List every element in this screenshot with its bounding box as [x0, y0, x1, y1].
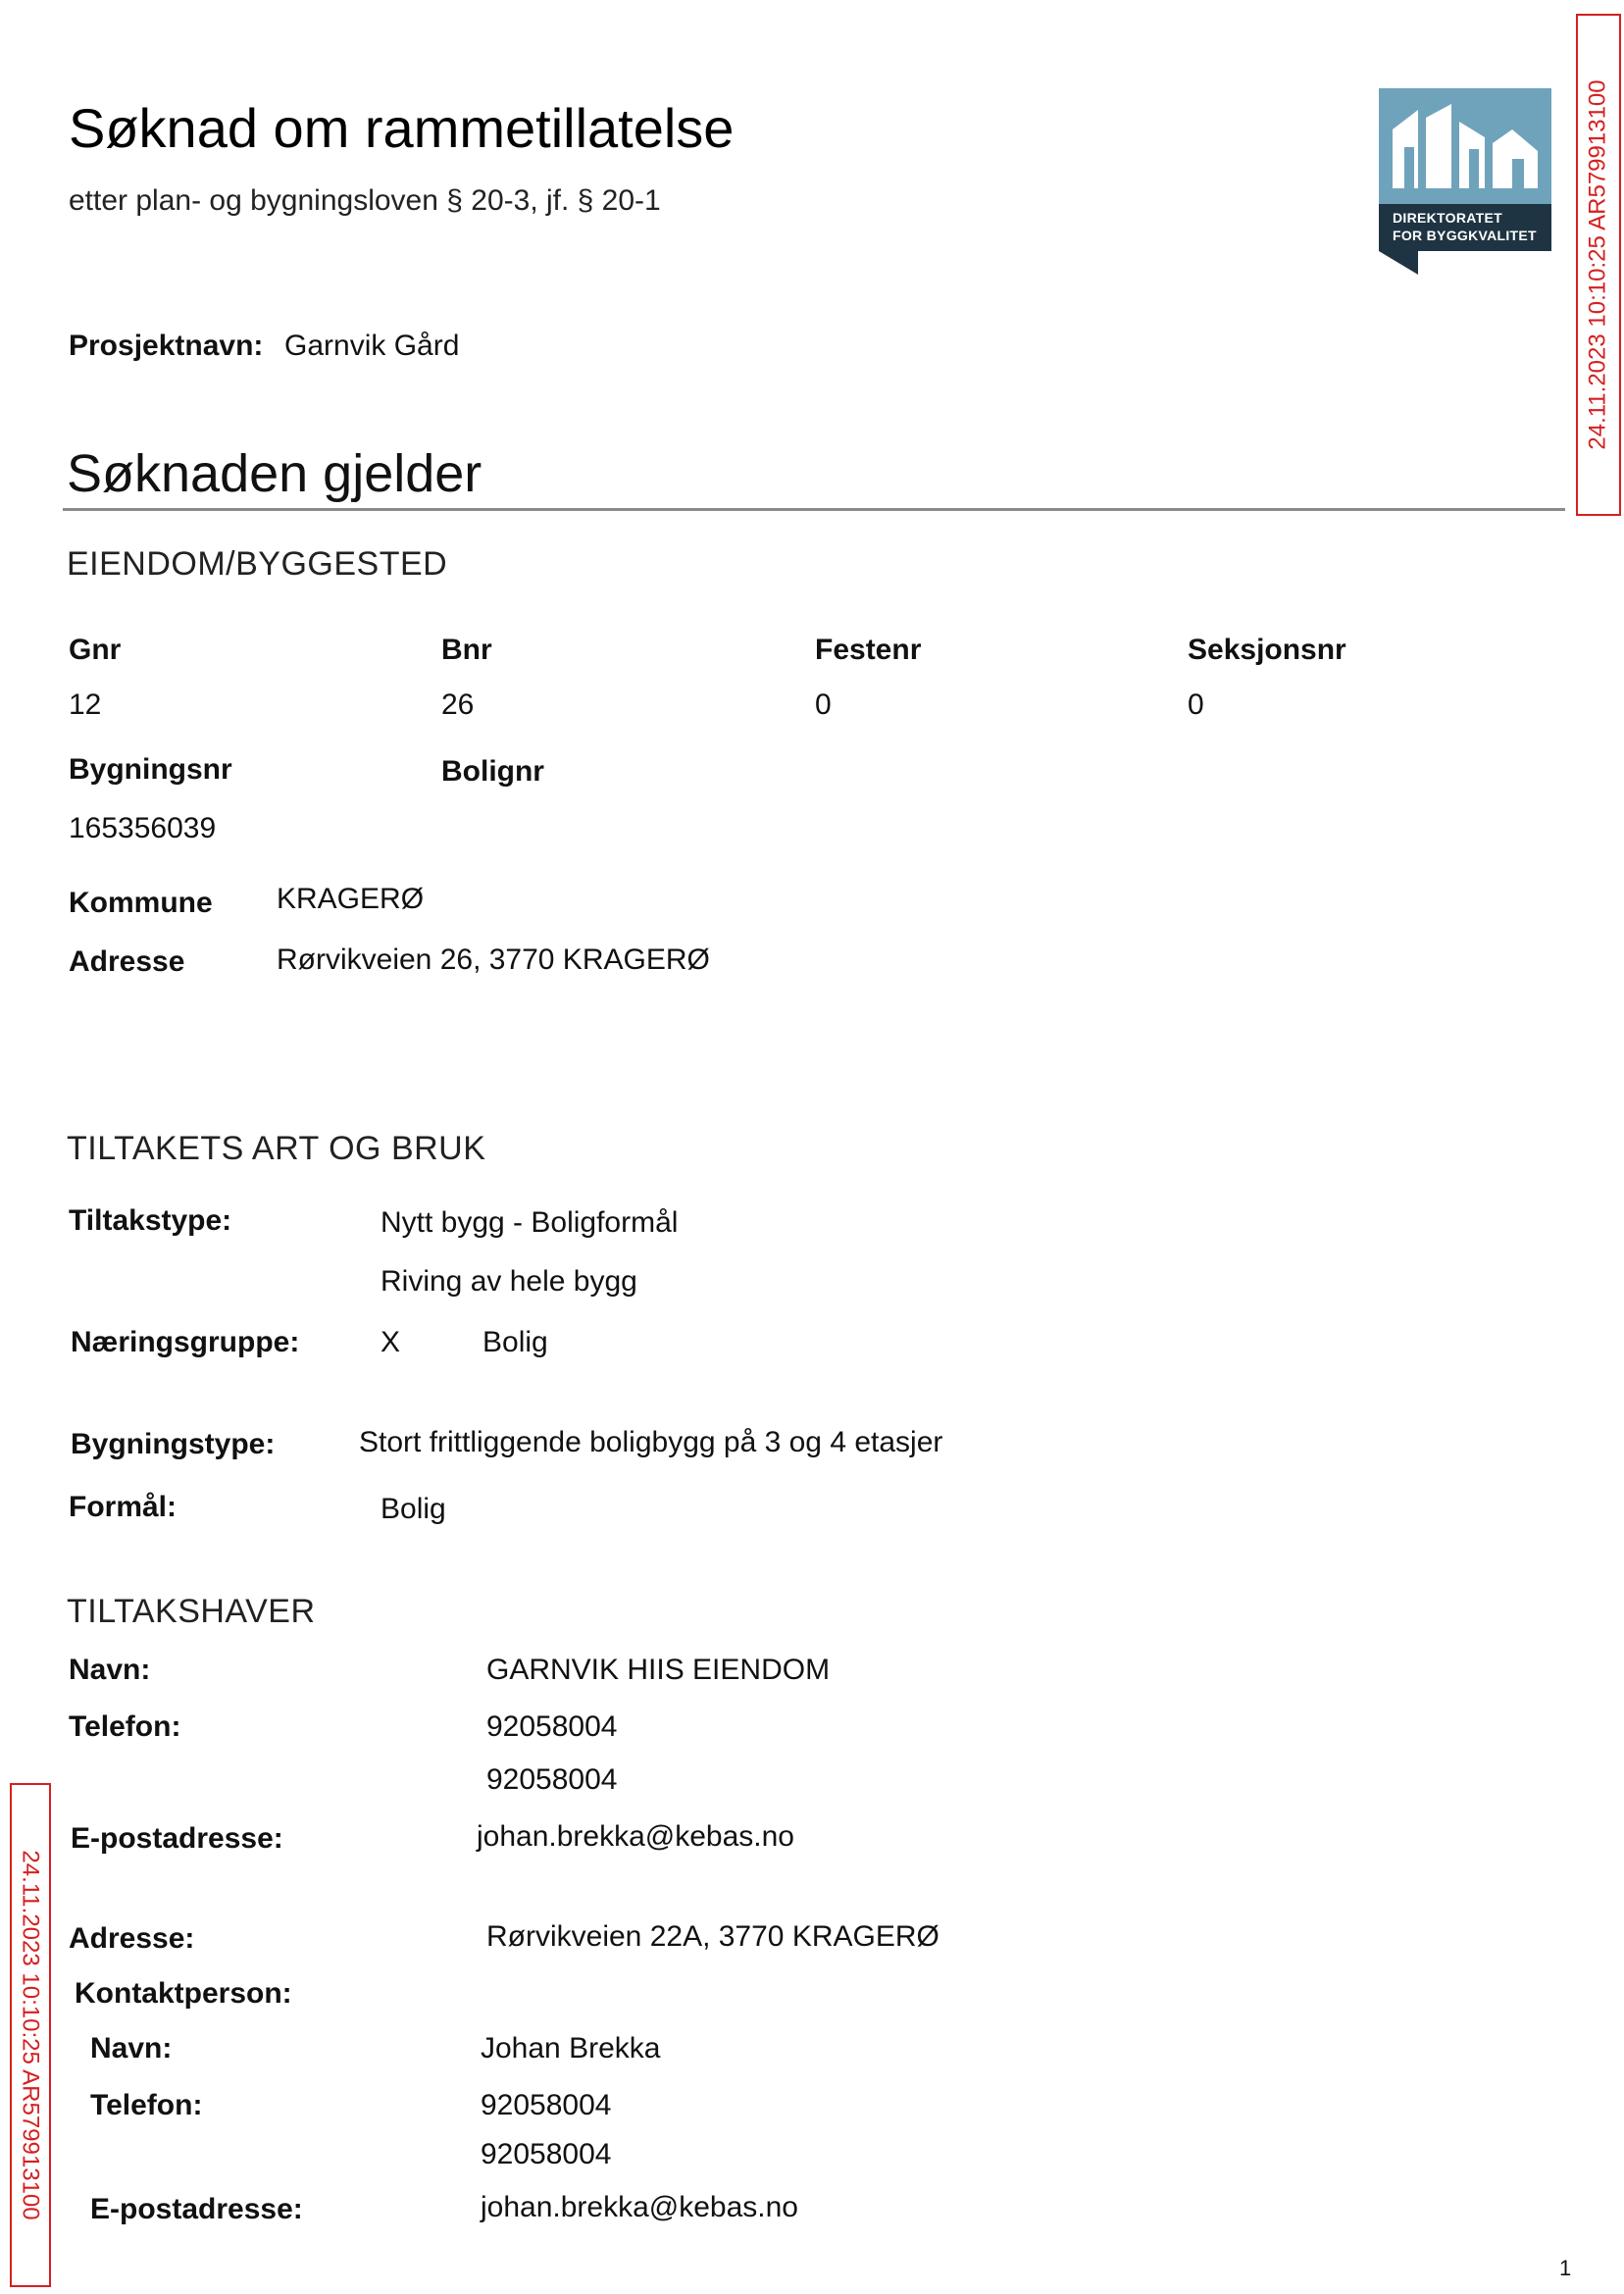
owner-phone-value-2: 92058004 [486, 1763, 618, 1796]
owner-address-label: Adresse: [69, 1922, 195, 1955]
measure-heading: TILTAKETS ART OG BRUK [67, 1130, 486, 1167]
festenr-label: Festenr [815, 634, 922, 666]
seksjonsnr-label: Seksjonsnr [1188, 634, 1346, 666]
adresse-label: Adresse [69, 945, 185, 978]
applies-heading: Søknaden gjelder [67, 444, 482, 503]
logo-text-line2: FOR BYGGKVALITET [1393, 228, 1537, 243]
tiltakstype-label: Tiltakstype: [69, 1204, 232, 1237]
timestamp-stamp-left [10, 1783, 51, 2287]
bnr-value: 26 [441, 688, 475, 721]
timestamp-stamp-text: 24.11.2023 10:10:25 AR579913100 [18, 1850, 44, 2220]
tiltakstype-value-2: Riving av hele bygg [381, 1265, 637, 1298]
page-number: 1 [1559, 2256, 1572, 2280]
owner-address-value: Rørvikveien 22A, 3770 KRAGERØ [486, 1920, 939, 1953]
owner-phone-label: Telefon: [69, 1710, 181, 1743]
gnr-value: 12 [69, 688, 102, 721]
contact-phone-value-2: 92058004 [481, 2138, 612, 2170]
kommune-value: KRAGERØ [277, 883, 425, 915]
gnr-label: Gnr [69, 634, 122, 666]
contact-phone-value-1: 92058004 [481, 2089, 612, 2121]
seksjonsnr-value: 0 [1188, 688, 1204, 721]
logo-text-line1: DIREKTORATET [1393, 210, 1502, 226]
bnr-label: Bnr [441, 634, 492, 666]
bygningstype-label: Bygningstype: [71, 1428, 276, 1460]
document-title: Søknad om rammetillatelse [69, 97, 735, 159]
document-subtitle: etter plan- og bygningsloven § 20-3, jf. § 20-1 [69, 184, 661, 217]
owner-email-value: johan.brekka@kebas.no [477, 1820, 794, 1853]
tiltakstype-value-1: Nytt bygg - Boligformål [381, 1206, 679, 1239]
formal-label: Formål: [69, 1491, 178, 1523]
project-name-value: Garnvik Gård [284, 330, 460, 362]
dibk-logo [1379, 88, 1551, 275]
property-heading: EIENDOM/BYGGESTED [67, 545, 448, 583]
owner-heading: TILTAKSHAVER [67, 1593, 316, 1630]
festenr-value: 0 [815, 688, 832, 721]
dibk-building-logo-icon [1379, 88, 1551, 275]
bygningsnr-label: Bygningsnr [69, 753, 232, 786]
bygningstype-value: Stort frittliggende boligbygg på 3 og 4 etasjer [359, 1426, 943, 1458]
kommune-label: Kommune [69, 887, 213, 919]
contact-person-label: Kontaktperson: [75, 1977, 292, 2010]
owner-name-value: GARNVIK HIIS EIENDOM [486, 1654, 831, 1686]
timestamp-stamp-text: 24.11.2023 10:10:25 AR579913100 [1585, 79, 1611, 450]
naeringsgruppe-value: Bolig [482, 1326, 548, 1358]
naeringsgruppe-label: Næringsgruppe: [71, 1326, 300, 1358]
contact-email-value: johan.brekka@kebas.no [481, 2191, 798, 2223]
owner-phone-value-1: 92058004 [486, 1710, 618, 1743]
owner-email-label: E-postadresse: [71, 1822, 283, 1855]
adresse-value: Rørvikveien 26, 3770 KRAGERØ [277, 943, 710, 976]
project-name-label: Prosjektnavn: [69, 330, 264, 362]
owner-name-label: Navn: [69, 1654, 151, 1686]
bolignr-label: Bolignr [441, 755, 544, 788]
contact-name-label: Navn: [90, 2032, 173, 2065]
heading-divider [63, 508, 1565, 511]
naeringsgruppe-code: X [381, 1326, 401, 1358]
bygningsnr-value: 165356039 [69, 812, 217, 844]
timestamp-stamp-top [1576, 14, 1621, 516]
contact-phone-label: Telefon: [90, 2089, 203, 2121]
contact-email-label: E-postadresse: [90, 2193, 303, 2225]
formal-value: Bolig [381, 1493, 446, 1525]
contact-name-value: Johan Brekka [481, 2032, 661, 2065]
